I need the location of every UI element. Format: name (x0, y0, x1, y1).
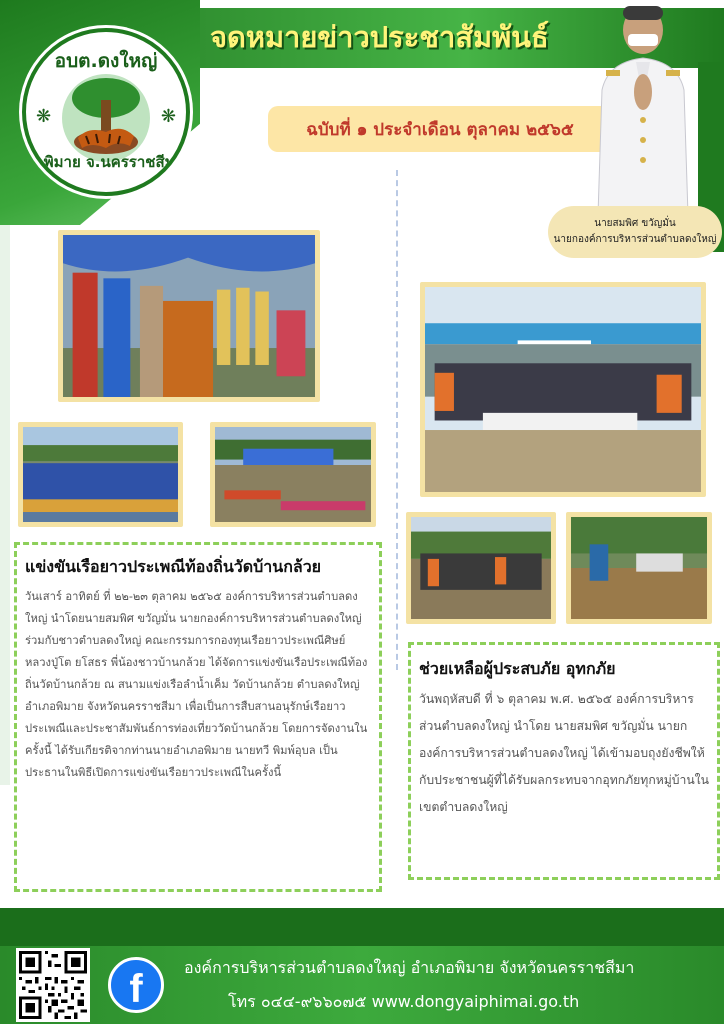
caption-name: นายสมพิศ ขวัญมั่น (594, 218, 676, 229)
article-flood-relief (408, 642, 720, 880)
org-logo (22, 28, 190, 196)
newsletter-title: จดหมายข่าวประชาสัมพันธ์ (210, 20, 549, 54)
logo-star-icon: ❋ (36, 106, 52, 127)
article-flood-relief-title: ช่วยเหลือผู้ประสบภัย อุทกภัย (419, 659, 616, 678)
footer-contact: โทร ๐๔๔-๙๖๖๐๗๕ www.dongyaiphimai.go.th (228, 992, 580, 1011)
article-boat-race-title: แข่งขันเรือยาวประเพณีท้องถิ่นวัดบ้านกล้วย (25, 557, 322, 576)
mayor-photo (588, 0, 698, 215)
qr-code-icon (19, 951, 87, 1019)
photo-ceremony (58, 230, 320, 402)
photo-relief-group (420, 282, 706, 497)
left-stripe (0, 225, 10, 785)
qr-code[interactable] (16, 948, 90, 1022)
article-boat-race-body: วันเสาร์ อาทิตย์ ที่ ๒๒-๒๓ ตุลาคม ๒๕๖๕ องค์การบริหารส่วนตำบลดงใหญ่ นำโดยนายสมพิศ ขวัญมั่น นายกองค์การบริหารส่วนตำบลดงใหญ่ ร่วมกับชาวตำบลดงใหญ่ คณะกรรมการกองทุนเรือยาวประเพณีศิษย์หลวงปู่โต ยโสธร พี่น้องชาวบ้านกล้วย ได้จัดการแข่งขันเรือประเพณีท้องถิ่นวัดบ้านกล้วย ณ สนามแข่งเรือลำน้ำเค็ม วัดบ้านกล้วย ตำบลดงใหญ่ อำเภอพิมาย จังหวัดนครราชสีมา เพื่อเป็นการสืบสานอนุรักษ์เรือยาวประเพณีและประชาสัมพันธ์การท่องเที่ยววัดบ้านกล้วย โดยการจัดงานในครั้งนี้ ได้รับเกียรติจากท่านนายอำเภอพิมาย นายทวี พิมพ์อุบล เป็นประธานในพิธีเปิดการแข่งขันเรือยาวประเพณีในครั้งนี้ (25, 590, 368, 779)
logo-star-icon: ❋ (160, 106, 176, 127)
article-boat-race (14, 542, 382, 892)
photo-flood-2 (566, 512, 712, 624)
photo-boats-1 (18, 422, 183, 527)
photo-flood-1 (406, 512, 556, 624)
article-flood-relief-body: วันพฤหัสบดี ที่ ๖ ตุลาคม พ.ศ. ๒๕๖๕ องค์การบริหารส่วนตำบลดงใหญ่ นำโดย นายสมพิศ ขวัญมั่น นายกองค์การบริหารส่วนตำบลดงใหญ่ ได้เข้ามอบถุงยังชีพให้กับประชาชนผู้ที่ได้รับผลกระทบจากอุทกภัยทุกหมู่บ้านในเขตตำบลดงใหญ่ (419, 692, 709, 814)
column-divider (396, 170, 398, 670)
photo-boats-2 (210, 422, 376, 527)
footer-org: องค์การบริหารส่วนตำบลดงใหญ่ อำเภอพิมาย จังหวัดนครราชสีมา (184, 958, 635, 977)
footer-top-band (0, 908, 724, 946)
issue-label: ฉบับที่ ๑ ประจำเดือน ตุลาคม ๒๕๖๕ (268, 106, 612, 152)
logo-bottom-text: อ.พิมาย จ.นครราชสีมา (29, 153, 183, 171)
logo-top-text: อบต.ดงใหญ่ (54, 50, 158, 72)
facebook-icon[interactable]: f (108, 957, 164, 1013)
caption-position: นายกองค์การบริหารส่วนตำบลดงใหญ่ (553, 234, 717, 245)
mayor-caption (548, 206, 722, 258)
